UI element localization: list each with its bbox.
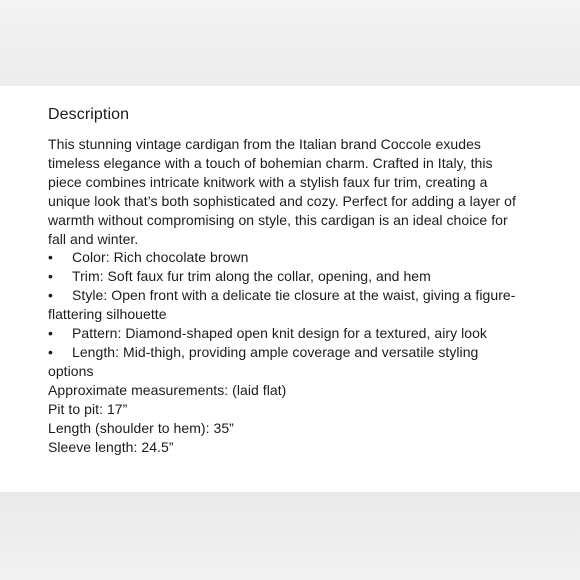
bullet-text: Color: Rich chocolate brown xyxy=(72,249,249,266)
bullet-length xyxy=(48,343,516,381)
bullet-dot: • xyxy=(48,343,53,360)
description-heading: Description xyxy=(48,106,130,123)
bullet-dot: • xyxy=(48,249,53,266)
top-background xyxy=(0,0,580,86)
measurement-sleeve-length: Sleeve length: 24.5” xyxy=(48,438,174,455)
bullet-text: Length: Mid-thigh, providing ample coverage and versatile styling options xyxy=(48,343,479,379)
bullet-text: Pattern: Diamond-shaped open knit design for a textured, airy look xyxy=(72,325,487,342)
description-body xyxy=(48,135,516,456)
bullet-trim xyxy=(48,267,516,286)
bullet-dot: • xyxy=(48,325,53,342)
bottom-background xyxy=(0,492,580,580)
description-intro: This stunning vintage cardigan from the Italian brand Coccole exudes timeless elegance with a touch of bohemian charm. Crafted in Italy, this piece combines intricate knitwork with a stylish faux fur trim, creating a unique look that’s both sophisticated and cozy. Perfect for adding a layer of warmth without compromising on style, this cardigan is an ideal choice for fall and winter. xyxy=(48,136,516,247)
bullet-pattern xyxy=(48,324,516,343)
bullet-color xyxy=(48,248,516,267)
bullet-dot: • xyxy=(48,287,53,304)
bullet-style xyxy=(48,286,516,324)
measurement-length: Length (shoulder to hem): 35” xyxy=(48,419,234,436)
measurements-title: Approximate measurements: (laid flat) xyxy=(48,381,287,398)
measurement-pit-to-pit: Pit to pit: 17” xyxy=(48,400,128,417)
bullet-text: Trim: Soft faux fur trim along the collar, opening, and hem xyxy=(72,268,431,285)
bullet-dot: • xyxy=(48,268,53,285)
bullet-text: Style: Open front with a delicate tie closure at the waist, giving a figure-flattering silhouette xyxy=(48,287,516,323)
